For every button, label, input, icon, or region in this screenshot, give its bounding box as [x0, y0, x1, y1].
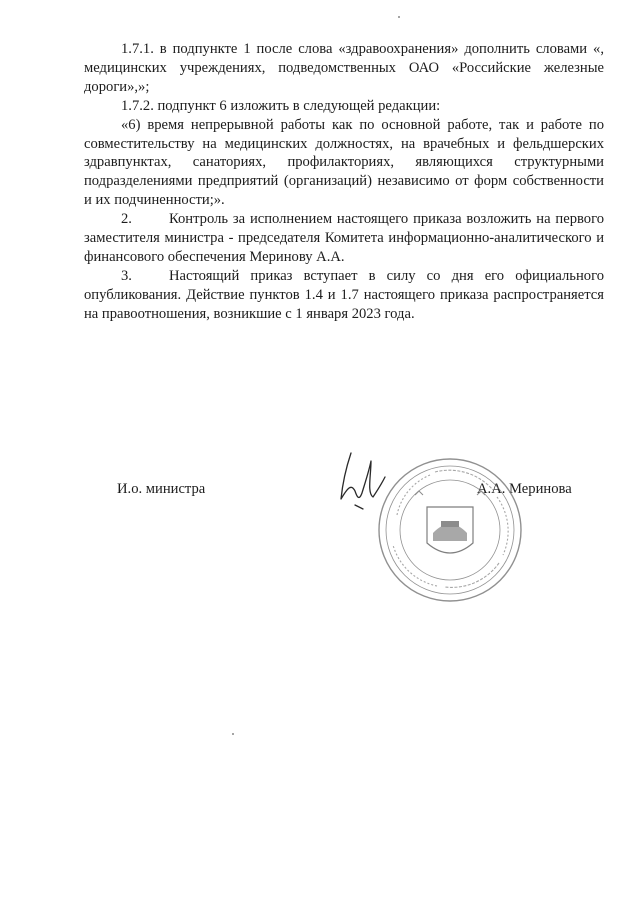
signature-row	[0, 481, 640, 505]
handwritten-signature-icon	[335, 447, 390, 517]
item-text: Контроль за исполнением настоящего приказа возложить на первого заместителя министра - председателя Комитета информационно-аналитического и финансового обеспечения Меринову А.А.	[84, 211, 604, 265]
official-seal-icon	[375, 455, 525, 605]
item-number: 3.	[121, 267, 132, 284]
document-body	[84, 40, 604, 324]
scan-speck	[398, 16, 400, 18]
scan-speck	[232, 733, 234, 735]
paragraph-1-7-2: 1.7.2. подпункт 6 изложить в следующей редакции:	[121, 97, 441, 114]
item-text: Настоящий приказ вступает в силу со дня его официального опубликования. Действие пунктов 1.4 и 1.7 настоящего приказа распространяется на правоотношения, возникшие с 1 января 2023 года.	[84, 267, 604, 322]
numbered-item-3	[84, 267, 604, 324]
paragraph-1-7-1: 1.7.1. в подпункте 1 после слова «здравоохранения» дополнить словами «, медицинских учреждениях, подведомственных ОАО «Российские железные дороги»,»;	[84, 41, 604, 95]
paragraph-subpoint-6: «6) время непрерывной работы как по основной работе, так и работе по совместительству на медицинских должностях, на врачебных и фельдшерских здравпунктах, санаториях, профилакториях, являющихся структурными подразделениями предприятий (организаций) независимо от форм собственности и их подчиненности;».	[84, 116, 604, 209]
item-number: 2.	[121, 211, 132, 228]
signatory-name: А.А. Меринова	[477, 481, 572, 497]
numbered-item-2	[84, 210, 604, 267]
signatory-title: И.о. министра	[117, 481, 206, 497]
